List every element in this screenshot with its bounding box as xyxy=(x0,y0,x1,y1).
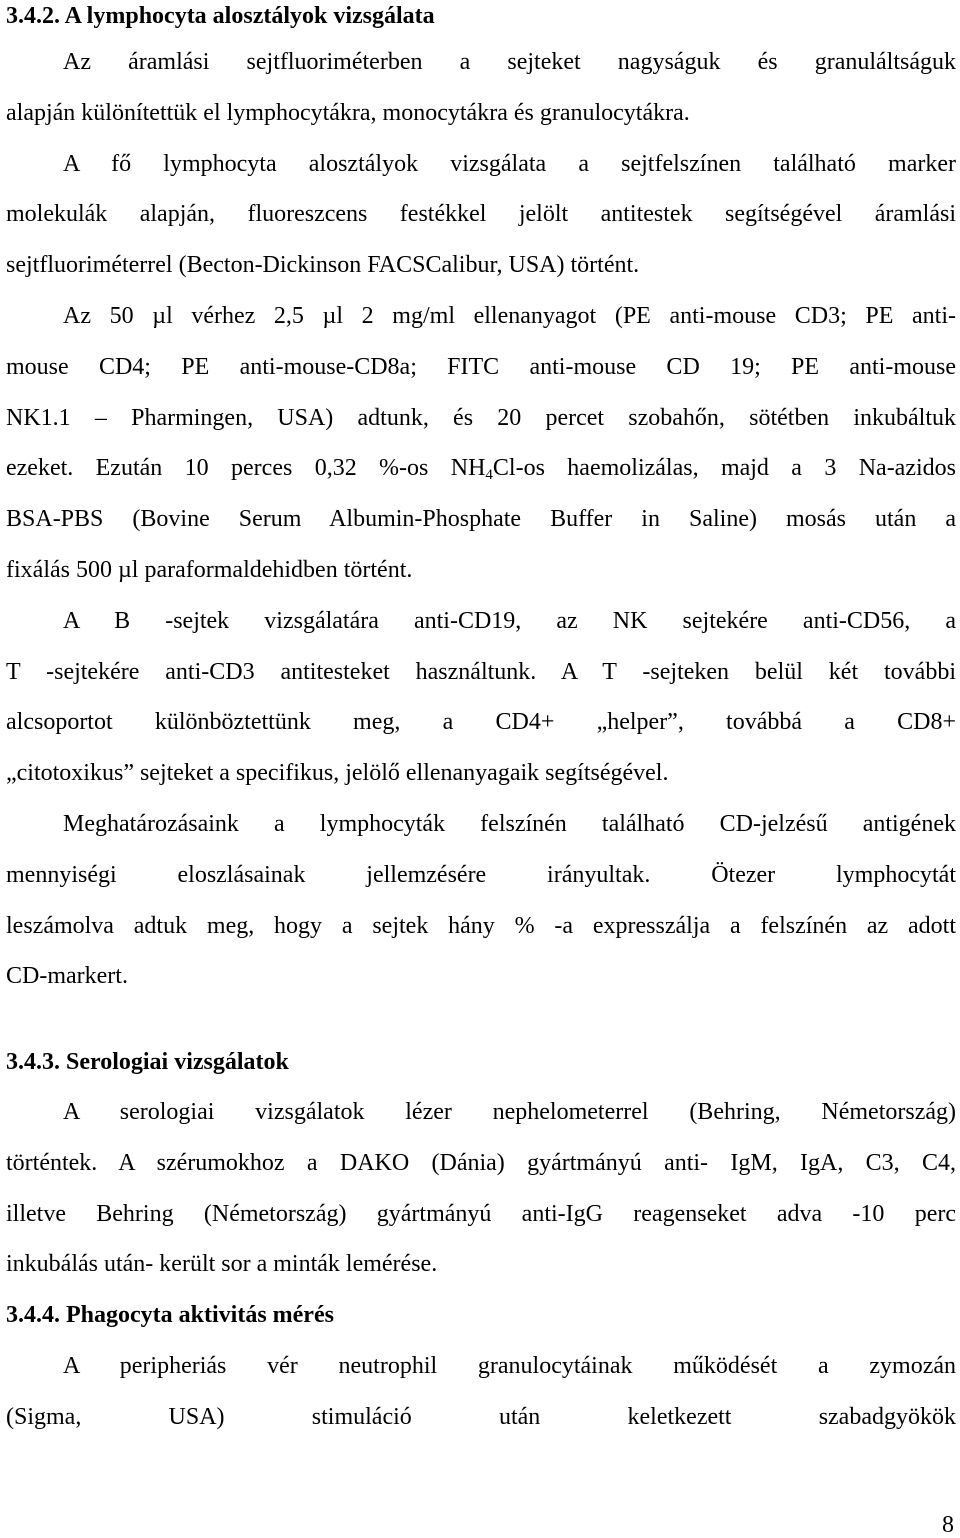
paragraph-block-1 xyxy=(6,37,956,1002)
subscript-4: 4 xyxy=(485,467,493,484)
text-line: Meghatározásaink a lymphocyták felszínén található CD-jelzésű antigének xyxy=(63,810,956,837)
word: után xyxy=(498,1404,541,1430)
text-line: sejtfluoriméterrel (Becton-Dickinson FACSCalibur, USA) történt. xyxy=(6,252,640,279)
text-line-justified xyxy=(6,1402,956,1432)
text-line: Az 50 µl vérhez 2,5 µl 2 mg/ml ellenanyagot (PE anti-mouse CD3; PE anti- xyxy=(63,302,956,329)
text-line: mennyiségi eloszlásainak jellemzésére irányultak. Ötezer lymphocytát xyxy=(6,861,956,888)
paragraph-block-3 xyxy=(6,1341,956,1392)
text-line: inkubálás után- került sor a minták lemérése. xyxy=(6,1251,438,1278)
word: (Sigma, xyxy=(6,1404,82,1430)
word: szabadgyökök xyxy=(818,1404,956,1430)
page-number: 8 xyxy=(942,1512,954,1538)
text-line: illetve Behring (Németország) gyártmányú anti-IgG reagenseket adva -10 perc xyxy=(6,1200,956,1227)
word: stimuláció xyxy=(311,1404,412,1430)
text-line: mouse CD4; PE anti-mouse-CD8a; FITC anti-mouse CD 19; PE anti-mouse xyxy=(6,353,956,380)
text-line: T -sejtekére anti-CD3 antitesteket használtunk. A T -sejteken belül két további xyxy=(6,658,956,685)
word: USA) xyxy=(168,1404,225,1430)
text-line: molekulák alapján, fluoreszcens festékkel jelölt antitestek segítségével áramlási xyxy=(6,201,956,228)
text-line: alapján különítettük el lymphocytákra, monocytákra és granulocytákra. xyxy=(6,99,690,126)
text-line: fixálás 500 µl paraformaldehidben történt. xyxy=(6,556,413,583)
text-line: leszámolva adtuk meg, hogy a sejtek hány % -a expresszálja a felszínén az adott xyxy=(6,912,956,939)
text-line: A fő lymphocyta alosztályok vizsgálata a sejtfelszínen található marker xyxy=(63,150,956,177)
text-line: alcsoportot különböztettünk meg, a CD4+ „helper”, továbbá a CD8+ xyxy=(6,709,956,736)
paragraph-block-2 xyxy=(6,1087,956,1290)
text-line: Az áramlási sejtfluoriméterben a sejteket nagyságuk és granuláltságuk xyxy=(63,49,956,75)
section-heading-3-4-4: 3.4.4. Phagocyta aktivitás mérés xyxy=(6,1302,334,1328)
text-line: BSA-PBS (Bovine Serum Albumin-Phosphate Buffer in Saline) mosás után a xyxy=(6,506,956,533)
text-line: NK1.1 – Pharmingen, USA) adtunk, és 20 percet szobahőn, sötétben inkubáltuk xyxy=(6,404,956,431)
text-line: A B -sejtek vizsgálatára anti-CD19, az NK sejtekére anti-CD56, a xyxy=(63,607,956,634)
section-heading-3-4-2: 3.4.2. A lymphocyta alosztályok vizsgálata xyxy=(6,3,435,29)
text-run: Cl-os haemolizálas, majd a 3 Na-azidos xyxy=(492,455,956,482)
text-line: „citotoxikus” sejteket a specifikus, jelölő ellenanyagaik segítségével. xyxy=(6,760,669,787)
section-heading-3-4-3: 3.4.3. Serologiai vizsgálatok xyxy=(6,1049,289,1075)
text-line: A serologiai vizsgálatok lézer nephelometerrel (Behring, Németország) xyxy=(63,1099,956,1125)
text-line: A peripheriás vér neutrophil granulocytáinak működését a zymozán xyxy=(63,1353,956,1379)
word: keletkezett xyxy=(627,1404,732,1430)
text-line: történtek. A szérumokhoz a DAKO (Dánia) gyártmányú anti- IgM, IgA, C3, C4, xyxy=(6,1149,956,1176)
text-run: ezeket. Ezután 10 perces 0,32 %-os NH xyxy=(6,455,486,482)
text-line xyxy=(6,443,956,494)
text-line: CD-markert. xyxy=(6,963,128,990)
